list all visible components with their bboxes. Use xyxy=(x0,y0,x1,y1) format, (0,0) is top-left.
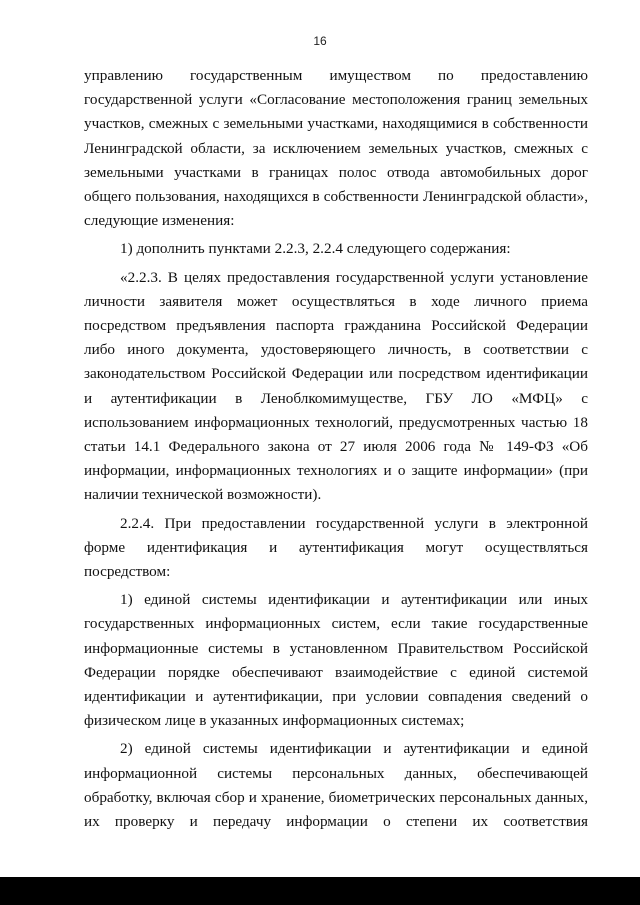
document-body xyxy=(84,64,588,834)
paragraph-item-1: 1) дополнить пунктами 2.2.3, 2.2.4 следующего содержания: xyxy=(120,240,511,258)
scan-bottom-border xyxy=(0,877,640,905)
paragraph-clause-2-2-4: 2.2.4. При предоставлении государственной услуги в электронной форме идентификация и аутентификация могут осуществляться посредством: xyxy=(84,514,588,581)
paragraph-clause-2-2-3: «2.2.3. В целях предоставления государственной услуги установление личности заявителя может осуществляться в ходе личного приема посредством предъявления паспорта гражданина Российской Федерации либо иного документа, удостоверяющего личность, в соответствии с законодательством Российской Федерации или посредством идентификации и аутентификации в Леноблкомимуществе, ГБУ ЛО «МФЦ» с использованием информационных технологий, предусмотренных частью 18 статьи 14.1 Федерального закона от 27 июля 2006 года № 149-ФЗ «Об информации, информационных технологиях и о защите информации» (при наличии технической возможности). xyxy=(84,268,588,504)
paragraph-intro: управлению государственным имуществом по предоставлению государственной услуги «Согласование местоположения границ земельных участков, смежных с земельными участками, находящимися в собственности Ленинградской области, за исключением земельных участков, смежных с земельными участками в границах полос отвода автомобильных дорог общего пользования, находящихся в собственности Ленинградской области», следующие изменения: xyxy=(84,67,588,230)
paragraph-subitem-2: 2) единой системы идентификации и аутентификации и единой информационной системы персональных данных, обеспечивающей обработку, включая сбор и хранение, биометрических персональных данных, их проверку и передачу информации о степени их соответствия xyxy=(84,740,588,831)
paragraph-subitem-1: 1) единой системы идентификации и аутентификации или иных государственных информационных систем, если такие государственные информационные системы в установленном Правительством Российской Федерации порядке обеспечивают взаимодействие с единой системой идентификации и аутентификации, при условии совпадения сведений о физическом лице в указанных информационных системах; xyxy=(84,591,588,730)
page-number: 16 xyxy=(313,34,327,48)
